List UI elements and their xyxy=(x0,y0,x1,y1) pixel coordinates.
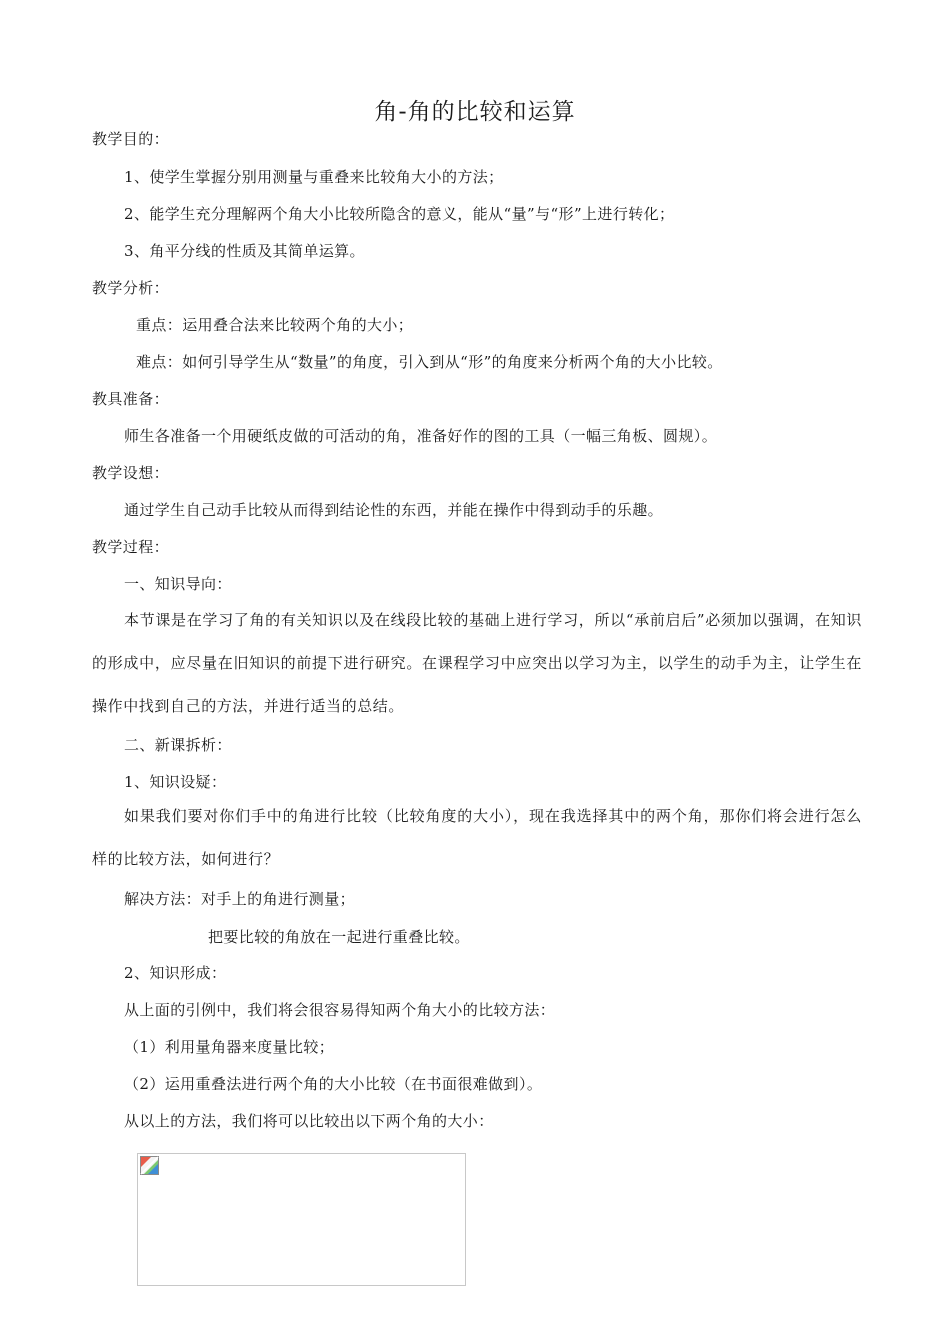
part1-paragraph: 本节课是在学习了角的有关知识以及在线段比较的基础上进行学习，所以“承前启后”必须加以强调，在知识的形成中，应尽量在旧知识的前提下进行研究。在课程学习中应突出以学习为主，以学生的动手为主，让学生在操作中找到自己的方法，并进行适当的总结。 xyxy=(92,611,862,715)
sub2-heading: 2、知识形成： xyxy=(124,964,227,982)
process-heading: 教学过程： xyxy=(92,538,170,556)
objective-item-3: 3、角平分线的性质及其简单运算。 xyxy=(124,242,365,260)
idea-heading: 教学设想： xyxy=(92,464,170,482)
sub1-heading: 1、知识设疑： xyxy=(124,773,227,791)
image-placeholder xyxy=(137,1153,466,1286)
method-1: 解决方法：对手上的角进行测量； xyxy=(124,890,356,908)
analysis-heading: 教学分析： xyxy=(92,279,170,297)
broken-image-icon xyxy=(140,1156,159,1175)
sub1-paragraph: 如果我们要对你们手中的角进行比较（比较角度的大小），现在我选择其中的两个角，那你们将会进行怎么样的比较方法，如何进行？ xyxy=(92,807,862,868)
tools-heading: 教具准备： xyxy=(92,390,170,408)
idea-text: 通过学生自己动手比较从而得到结论性的东西，并能在操作中得到动手的乐趣。 xyxy=(124,501,664,519)
sub2-intro: 从上面的引例中，我们将会很容易得知两个角大小的比较方法： xyxy=(124,1001,556,1019)
analysis-difficulty: 难点：如何引导学生从“数量”的角度，引入到从“形”的角度来分析两个角的大小比较。 xyxy=(136,353,723,371)
sub2-item-1: （1）利用量角器来度量比较； xyxy=(124,1038,335,1056)
sub2-item-2: （2）运用重叠法进行两个角的大小比较（在书面很难做到）。 xyxy=(124,1075,543,1093)
part1-heading: 一、知识导向： xyxy=(124,575,232,593)
tools-text: 师生各准备一个用硬纸皮做的可活动的角，准备好作的图的工具（一幅三角板、圆规）。 xyxy=(124,427,718,445)
objective-heading: 教学目的： xyxy=(92,130,170,148)
sub2-outro: 从以上的方法，我们将可以比较出以下两个角的大小： xyxy=(124,1112,494,1130)
analysis-key-point: 重点：运用叠合法来比较两个角的大小； xyxy=(136,316,414,334)
method-2: 把要比较的角放在一起进行重叠比较。 xyxy=(208,928,470,946)
objective-item-1: 1、使学生掌握分别用测量与重叠来比较角大小的方法； xyxy=(124,168,504,186)
part2-heading: 二、新课拆析： xyxy=(124,736,232,754)
document-title: 角-角的比较和运算 xyxy=(374,99,576,125)
objective-item-2: 2、能学生充分理解两个角大小比较所隐含的意义，能从“量”与“形”上进行转化； xyxy=(124,205,675,223)
